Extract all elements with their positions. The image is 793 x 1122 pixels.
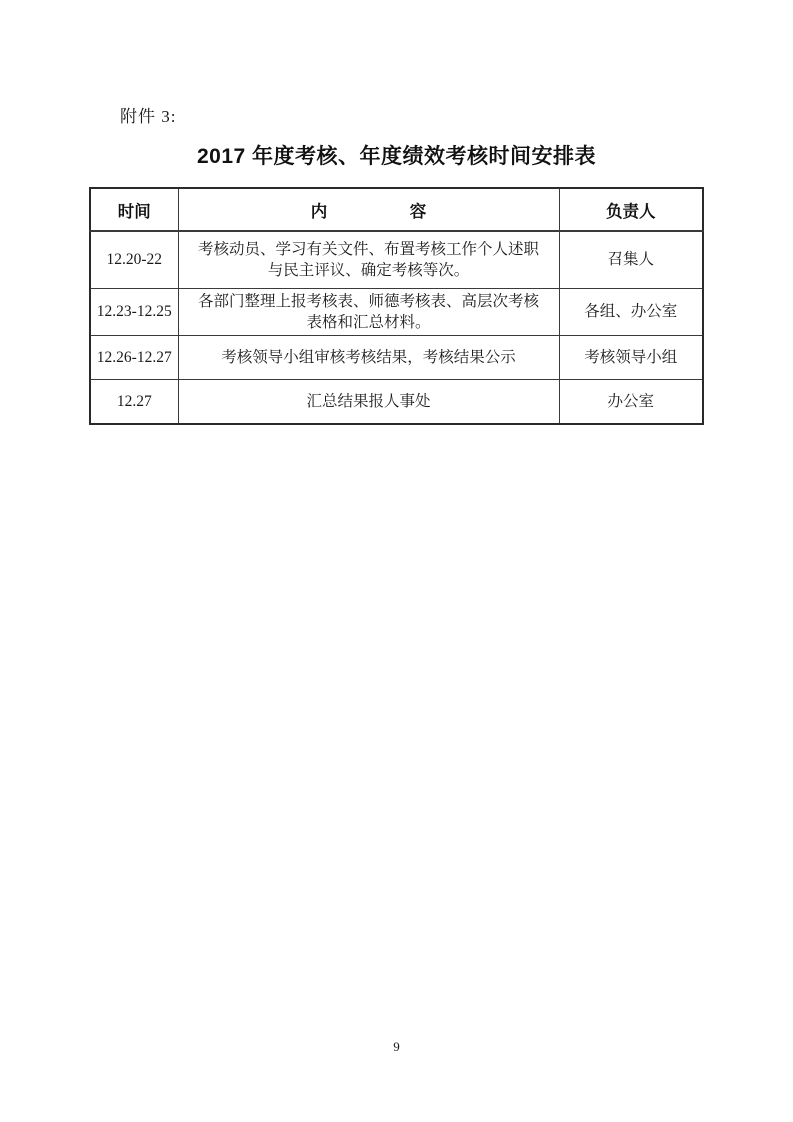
table-header-row [90, 188, 703, 231]
column-header-time: 时间 [90, 188, 178, 231]
attachment-label: 附件 3: [120, 107, 177, 126]
cell-time: 12.23-12.25 [90, 288, 178, 335]
cell-time: 12.26-12.27 [90, 335, 178, 379]
cell-content: 考核动员、学习有关文件、布置考核工作个人述职与民主评议、确定考核等次。 [178, 231, 559, 288]
cell-owner: 考核领导小组 [559, 335, 703, 379]
cell-time: 12.27 [90, 379, 178, 424]
column-header-owner: 负责人 [559, 188, 703, 231]
cell-time: 12.20-22 [90, 231, 178, 288]
page-number: 9 [393, 1039, 400, 1054]
cell-content: 汇总结果报人事处 [178, 379, 559, 424]
cell-owner: 各组、办公室 [559, 288, 703, 335]
document-title: 2017 年度考核、年度绩效考核时间安排表 [196, 145, 597, 168]
cell-content: 各部门整理上报考核表、师德考核表、高层次考核表格和汇总材料。 [178, 288, 559, 335]
table-row [90, 335, 703, 379]
cell-owner: 召集人 [559, 231, 703, 288]
cell-content: 考核领导小组审核考核结果，考核结果公示 [178, 335, 559, 379]
table-row [90, 379, 703, 424]
cell-owner: 办公室 [559, 379, 703, 424]
table-row [90, 288, 703, 335]
table-row [90, 231, 703, 288]
schedule-table [89, 187, 704, 425]
column-header-content: 内 容 [178, 188, 559, 231]
